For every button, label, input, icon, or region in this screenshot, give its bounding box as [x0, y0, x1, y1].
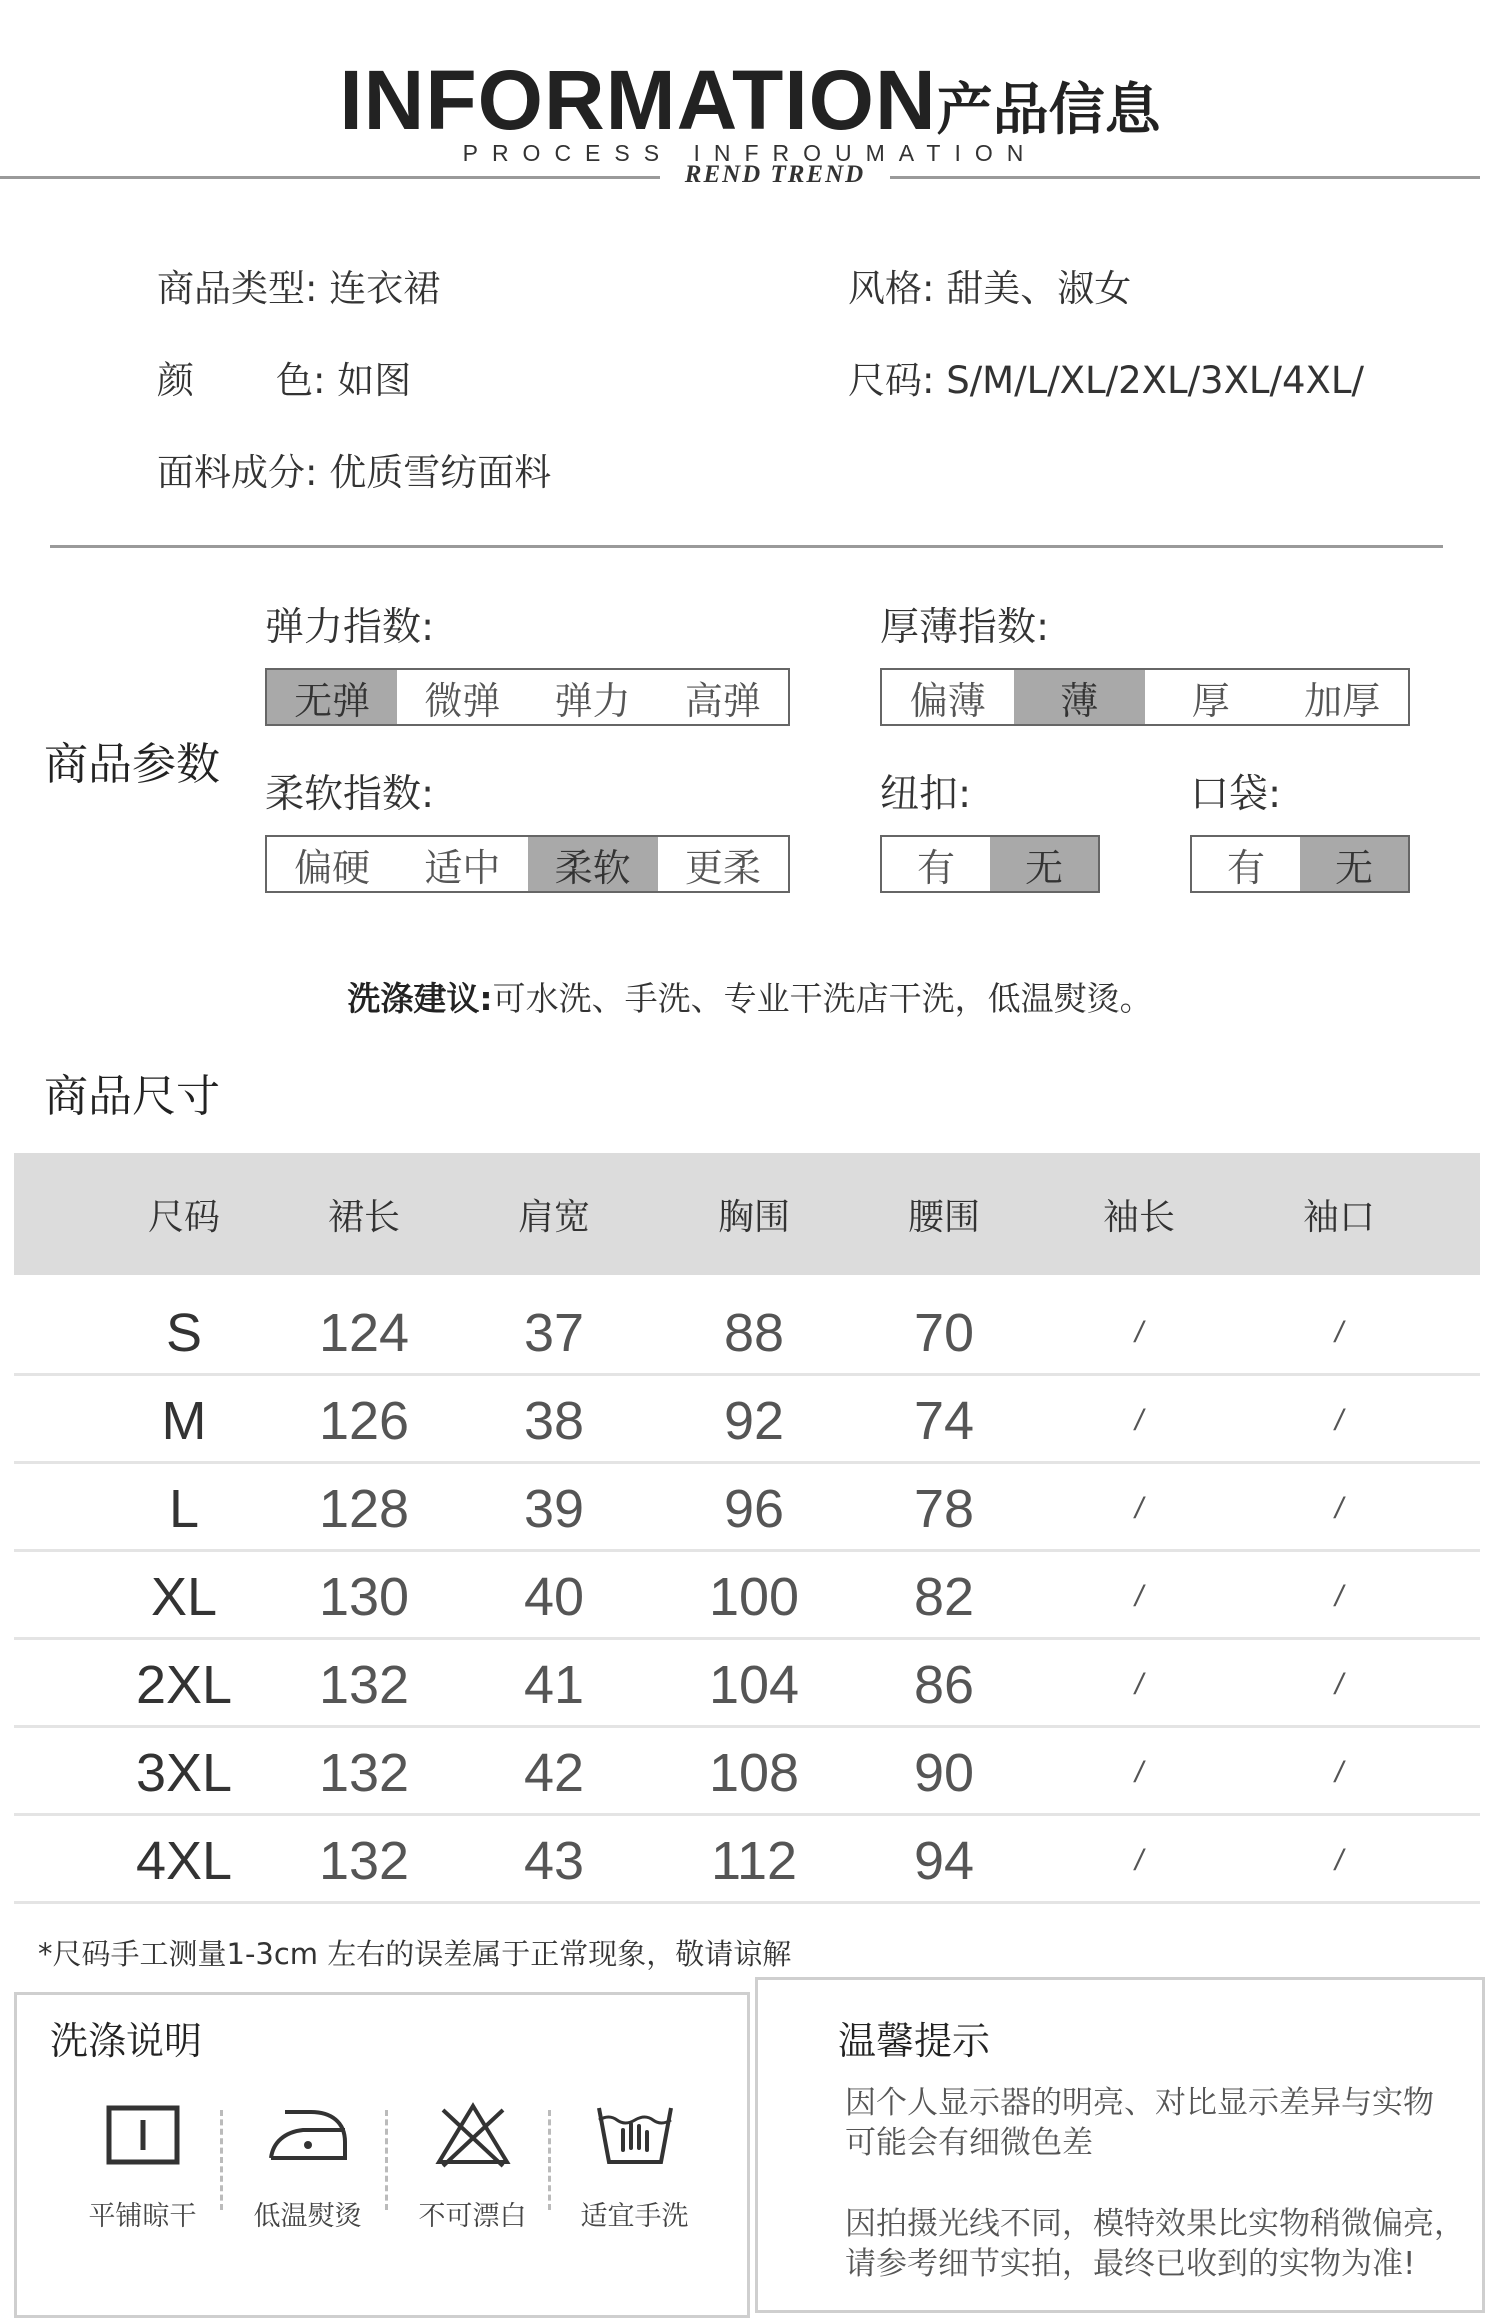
cell-shoulder: 37: [523, 1303, 585, 1363]
thickness-label: 厚薄指数:: [880, 605, 1050, 650]
header-divider-left: [0, 176, 660, 179]
info-color-value: 如图: [337, 359, 412, 402]
thickness-option: 偏薄: [909, 678, 986, 723]
tagline: REND TREND: [684, 161, 866, 188]
params-section-label: 商品参数: [44, 739, 220, 790]
header-cell: 胸围: [717, 1196, 790, 1238]
cell-bust: 100: [708, 1567, 800, 1627]
softness-option: 偏硬: [294, 845, 371, 890]
washing-advice: [0, 973, 1500, 1020]
cell-sleeve: /: [1134, 1844, 1144, 1877]
thickness-option: 厚: [1191, 678, 1230, 723]
care-title: 洗涤说明: [50, 2019, 203, 2063]
cell-size: 3XL: [135, 1743, 233, 1803]
washing-label: 洗涤建议:: [347, 979, 493, 1018]
flat-dry-icon: [103, 2100, 183, 2170]
cell-waist: 82: [913, 1567, 975, 1627]
info-type: [157, 258, 440, 312]
care-item: [390, 2100, 555, 2233]
cell-shoulder: 40: [523, 1567, 585, 1627]
elasticity-option: 微弹: [424, 678, 501, 723]
info-size-value: S/M/L/XL/2XL/3XL/4XL/: [946, 359, 1364, 402]
cell-sleeve: /: [1134, 1404, 1144, 1437]
cell-waist: 86: [913, 1655, 975, 1715]
size-table-title: 商品尺寸: [44, 1071, 220, 1122]
care-label: 平铺晾干: [88, 2201, 197, 2232]
tip-line: 请参考细节实拍，最终已收到的实物为准!: [845, 2246, 1416, 2282]
low-iron-icon: [263, 2100, 353, 2170]
info-type-label: 商品类型:: [157, 267, 318, 310]
title-cn: 产品信息: [936, 78, 1161, 143]
cell-length: 130: [318, 1567, 410, 1627]
softness-option: 柔软: [528, 837, 658, 891]
cell-bust: 88: [723, 1303, 785, 1363]
no-bleach-icon: [433, 2100, 513, 2170]
thickness-option: 薄: [1014, 670, 1146, 724]
info-fabric-value: 优质雪纺面料: [329, 451, 552, 494]
cell-waist: 90: [913, 1743, 975, 1803]
care-item: [552, 2100, 717, 2233]
cell-shoulder: 42: [523, 1743, 585, 1803]
washing-text: 可水洗、手洗、专业干洗店干洗，低温熨烫。: [492, 979, 1153, 1018]
tip-line: 因个人显示器的明亮、对比显示差异与实物: [845, 2085, 1434, 2121]
cell-waist: 94: [913, 1831, 975, 1891]
cell-size: S: [165, 1303, 203, 1363]
elasticity-option: 弹力: [554, 678, 631, 723]
care-item: [60, 2100, 225, 2233]
table-row: [14, 1378, 1480, 1464]
elasticity-option: 高弹: [684, 678, 761, 723]
cell-sleeve: /: [1134, 1668, 1144, 1701]
cell-shoulder: 41: [523, 1655, 585, 1715]
cell-size: XL: [150, 1567, 218, 1627]
subtitle: PROCESS INFROUMATION: [462, 140, 1038, 166]
info-size: [848, 350, 1364, 404]
care-label: 低温熨烫: [253, 2201, 362, 2232]
header-divider-right: [890, 176, 1480, 179]
cell-bust: 112: [710, 1831, 798, 1891]
elasticity-label: 弹力指数:: [265, 605, 435, 650]
tip-line: 因拍摄光线不同，模特效果比实物稍微偏亮，: [845, 2206, 1465, 2242]
pockets-scale: [1190, 835, 1410, 893]
header-cell: 袖口: [1302, 1196, 1375, 1238]
cell-cuff: /: [1334, 1404, 1344, 1437]
tip-line: 可能会有细微色差: [845, 2125, 1093, 2161]
care-item: [225, 2100, 390, 2233]
page-title: [0, 52, 1500, 149]
cell-size: 4XL: [135, 1831, 233, 1891]
cell-length: 132: [318, 1831, 410, 1891]
info-color: [157, 350, 411, 404]
cell-bust: 96: [723, 1479, 785, 1539]
cell-size: L: [168, 1479, 200, 1539]
header-cell: 尺码: [147, 1196, 220, 1238]
cell-size: M: [161, 1391, 207, 1451]
cell-length: 128: [318, 1479, 410, 1539]
tips-title: 温馨提示: [838, 2019, 991, 2063]
thickness-scale: [880, 668, 1410, 726]
header-cell: 袖长: [1102, 1196, 1175, 1238]
info-color-label-2: 色:: [276, 359, 326, 402]
buttons-option: 无: [990, 837, 1098, 891]
cell-shoulder: 43: [523, 1831, 585, 1891]
info-color-label-1: 颜: [157, 359, 194, 402]
cell-waist: 74: [913, 1391, 975, 1451]
cell-length: 124: [318, 1303, 410, 1363]
header-cell: 肩宽: [517, 1196, 590, 1238]
cell-length: 126: [318, 1391, 410, 1451]
table-row: [14, 1290, 1480, 1376]
cell-bust: 108: [708, 1743, 800, 1803]
table-row: [14, 1730, 1480, 1816]
elasticity-scale: [265, 668, 790, 726]
cell-cuff: /: [1334, 1492, 1344, 1525]
cell-bust: 92: [723, 1391, 785, 1451]
info-fabric-label: 面料成分:: [157, 451, 318, 494]
measurement-note: *尺码手工测量1-3cm 左右的误差属于正常现象，敬请谅解: [38, 1937, 792, 1971]
cell-cuff: /: [1334, 1756, 1344, 1789]
pockets-option: 有: [1226, 845, 1265, 890]
header-cell: 裙长: [327, 1196, 400, 1238]
pockets-option: 无: [1300, 837, 1408, 891]
cell-cuff: /: [1334, 1316, 1344, 1349]
cell-cuff: /: [1334, 1844, 1344, 1877]
cell-sleeve: /: [1134, 1580, 1144, 1613]
buttons-option: 有: [916, 845, 955, 890]
table-row: [14, 1554, 1480, 1640]
cell-bust: 104: [708, 1655, 800, 1715]
thickness-option: 加厚: [1304, 678, 1381, 723]
hand-wash-icon: [595, 2100, 675, 2170]
header-cell: 腰围: [907, 1196, 980, 1238]
info-type-value: 连衣裙: [329, 267, 441, 310]
info-style-value: 甜美、淑女: [946, 267, 1132, 310]
info-size-label: 尺码:: [848, 359, 935, 402]
table-row: [14, 1818, 1480, 1904]
care-separator: [220, 2110, 223, 2210]
cell-cuff: /: [1334, 1668, 1344, 1701]
info-style: [848, 258, 1131, 312]
cell-size: 2XL: [135, 1655, 233, 1715]
care-separator: [385, 2110, 388, 2210]
buttons-label: 纽扣:: [880, 772, 972, 817]
cell-shoulder: 38: [523, 1391, 585, 1451]
cell-waist: 78: [913, 1479, 975, 1539]
cell-sleeve: /: [1134, 1492, 1144, 1525]
cell-length: 132: [318, 1655, 410, 1715]
softness-scale: [265, 835, 790, 893]
cell-sleeve: /: [1134, 1316, 1144, 1349]
softness-label: 柔软指数:: [265, 772, 435, 817]
care-label: 不可漂白: [418, 2201, 527, 2232]
cell-shoulder: 39: [523, 1479, 585, 1539]
cell-length: 132: [318, 1743, 410, 1803]
care-separator: [548, 2110, 551, 2210]
info-fabric: [157, 442, 551, 496]
pockets-label: 口袋:: [1190, 772, 1282, 817]
elasticity-option: 无弹: [267, 670, 397, 724]
section-divider: [50, 545, 1443, 548]
care-label: 适宜手洗: [580, 2201, 689, 2232]
cell-sleeve: /: [1134, 1756, 1144, 1789]
table-row: [14, 1466, 1480, 1552]
cell-cuff: /: [1334, 1580, 1344, 1613]
title-en: INFORMATION: [339, 53, 937, 147]
table-row: [14, 1642, 1480, 1728]
softness-option: 适中: [424, 845, 501, 890]
size-table-header: [14, 1153, 1480, 1275]
softness-option: 更柔: [684, 845, 761, 890]
info-style-label: 风格:: [848, 267, 935, 310]
cell-waist: 70: [913, 1303, 975, 1363]
buttons-scale: [880, 835, 1100, 893]
